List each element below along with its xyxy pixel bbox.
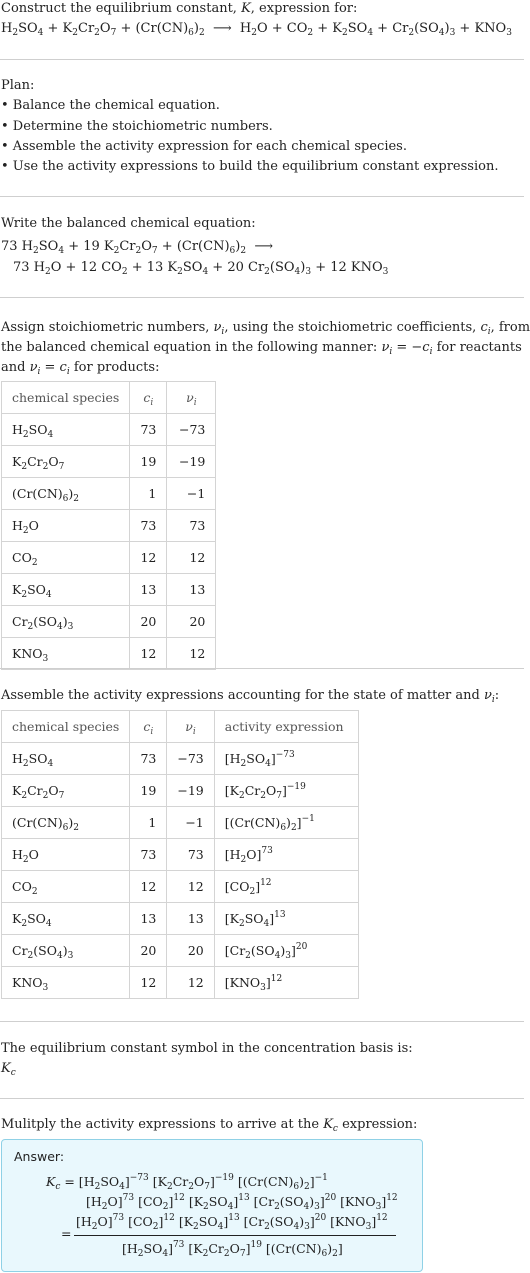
nu-cell: 13: [167, 574, 216, 606]
activity-table: [1, 710, 359, 999]
species-cell: $H_2SO_4$: [2, 743, 130, 775]
table-row: [2, 510, 216, 542]
table-row: [2, 871, 359, 903]
table-row: [2, 807, 359, 839]
table-row: [2, 903, 359, 935]
activity-cell: $[Cr_2(SO_4)_3]^{20}$: [214, 935, 358, 967]
stoich-text-1: Assign stoichiometric numbers, $\nu_i$, using the stoichiometric coefficients, $c_i$, from: [1, 320, 530, 337]
header-species: chemical species: [2, 711, 130, 743]
plan-step: • Balance the chemical equation.: [1, 98, 220, 113]
balanced-title: Write the balanced chemical equation:: [1, 216, 256, 231]
symbol-text: The equilibrium constant symbol in the concentration basis is:: [1, 1041, 413, 1056]
answer-box: [1, 1139, 423, 1272]
stoich-text-3: and $\nu_i = c_i$ for products:: [1, 360, 160, 377]
multiply-text: Mulitply the activity expressions to arrive at the $K_c$ expression:: [1, 1117, 418, 1134]
species-cell: $H_2O$: [2, 839, 130, 871]
nu-cell: −73: [167, 414, 216, 446]
c-cell: 73: [130, 839, 167, 871]
nu-cell: 12: [167, 542, 216, 574]
species-cell: $K_2Cr_2O_7$: [2, 775, 130, 807]
header-nu: $\nu_i$: [167, 382, 216, 414]
c-cell: 20: [130, 606, 167, 638]
c-cell: 73: [130, 510, 167, 542]
plan-title: Plan:: [1, 78, 35, 93]
activity-cell: $[K_2SO_4]^{13}$: [214, 903, 358, 935]
table-row: [2, 414, 216, 446]
divider: [0, 1098, 524, 1099]
species-cell: $(Cr(CN)_6)_2$: [2, 478, 130, 510]
equals-sign: =: [61, 1226, 72, 1241]
balanced-line1: 73 $H_2SO_4 + 19$ $K_2Cr_2O_7 + (Cr(CN)_6)_2$ ⟶: [1, 239, 273, 256]
table-row: [2, 478, 216, 510]
c-cell: 20: [130, 935, 167, 967]
nu-cell: −19: [167, 775, 214, 807]
divider: [0, 196, 524, 197]
stoich-text-2: the balanced chemical equation in the following manner: $\nu_i = -c_i$ for reactants: [1, 340, 522, 357]
answer-denominator: $[H_2SO_4]^{73}$ $[K_2Cr_2O_7]^{19}$ $[(Cr(CN)_6)_2]$: [122, 1240, 343, 1259]
table-row: [2, 446, 216, 478]
nu-cell: 13: [167, 903, 214, 935]
species-cell: $H_2SO_4$: [2, 414, 130, 446]
nu-cell: 12: [167, 638, 216, 670]
nu-cell: 73: [167, 839, 214, 871]
species-cell: $K_2Cr_2O_7$: [2, 446, 130, 478]
c-cell: 12: [130, 871, 167, 903]
c-cell: 13: [130, 903, 167, 935]
c-cell: 12: [130, 542, 167, 574]
symbol-value: $K_c$: [1, 1061, 16, 1078]
nu-cell: 20: [167, 935, 214, 967]
nu-cell: −19: [167, 446, 216, 478]
intro-text: Construct the equilibrium constant, K, expression for:: [1, 1, 358, 16]
divider: [0, 297, 524, 298]
species-cell: $H_2O$: [2, 510, 130, 542]
c-cell: 1: [130, 807, 167, 839]
table-row: [2, 638, 216, 670]
divider: [0, 1021, 524, 1022]
header-species: chemical species: [2, 382, 130, 414]
activity-cell: $[K_2Cr_2O_7]^{-19}$: [214, 775, 358, 807]
c-cell: 1: [130, 478, 167, 510]
header-nu: $\nu_i$: [167, 711, 214, 743]
c-cell: 12: [130, 967, 167, 999]
table-row: [2, 775, 359, 807]
plan-step: • Determine the stoichiometric numbers.: [1, 119, 273, 134]
c-cell: 13: [130, 574, 167, 606]
nu-cell: 73: [167, 510, 216, 542]
c-cell: 19: [130, 446, 167, 478]
c-cell: 73: [130, 743, 167, 775]
species-cell: $K_2SO_4$: [2, 574, 130, 606]
nu-cell: 12: [167, 871, 214, 903]
answer-label: Answer:: [14, 1149, 65, 1164]
fraction-bar: [74, 1235, 396, 1236]
table-row: [2, 935, 359, 967]
balanced-line2: 73 $H_2O + 12$ $CO_2 + 13$ $K_2SO_4 + 20$ $Cr_2(SO_4)_3 + 12$ $KNO_3$: [13, 260, 389, 277]
nu-cell: 12: [167, 967, 214, 999]
divider: [0, 668, 524, 669]
table-row: [2, 967, 359, 999]
activity-cell: $[H_2SO_4]^{-73}$: [214, 743, 358, 775]
answer-line1: $K_c = [H_2SO_4]^{-73}$ $[K_2Cr_2O_7]^{-19}$ $[(Cr(CN)_6)_2]^{-1}$: [46, 1173, 328, 1192]
nu-cell: −73: [167, 743, 214, 775]
table-row: [2, 743, 359, 775]
c-cell: 19: [130, 775, 167, 807]
divider: [0, 59, 524, 60]
c-cell: 12: [130, 638, 167, 670]
species-cell: $K_2SO_4$: [2, 903, 130, 935]
nu-cell: −1: [167, 478, 216, 510]
activity-cell: $[CO_2]^{12}$: [214, 871, 358, 903]
species-cell: $KNO_3$: [2, 967, 130, 999]
intro-line: [1, 0, 357, 18]
intro-reaction: $H_2SO_4 + K_2Cr_2O_7 + (Cr(CN)_6)_2$ ⟶ $H_2O + CO_2 + K_2SO_4 + Cr_2(SO_4)_3 + KNO_3$: [1, 21, 512, 38]
species-cell: $Cr_2(SO_4)_3$: [2, 606, 130, 638]
species-cell: $KNO_3$: [2, 638, 130, 670]
header-c: $c_i$: [130, 382, 167, 414]
species-cell: $(Cr(CN)_6)_2$: [2, 807, 130, 839]
activity-text: Assemble the activity expressions accounting for the state of matter and $\nu_i$:: [1, 688, 500, 705]
species-cell: $CO_2$: [2, 542, 130, 574]
header-c: $c_i$: [130, 711, 167, 743]
activity-cell: $[(Cr(CN)_6)_2]^{-1}$: [214, 807, 358, 839]
nu-cell: −1: [167, 807, 214, 839]
c-cell: 73: [130, 414, 167, 446]
table-header-row: [2, 711, 359, 743]
nu-cell: 20: [167, 606, 216, 638]
table-row: [2, 839, 359, 871]
table-row: [2, 574, 216, 606]
species-cell: $Cr_2(SO_4)_3$: [2, 935, 130, 967]
answer-numerator: $[H_2O]^{73}$ $[CO_2]^{12}$ $[K_2SO_4]^{13}$ $[Cr_2(SO_4)_3]^{20}$ $[KNO_3]^{12}$: [76, 1213, 388, 1232]
activity-cell: $[KNO_3]^{12}$: [214, 967, 358, 999]
table-header-row: [2, 382, 216, 414]
species-cell: $CO_2$: [2, 871, 130, 903]
table-row: [2, 542, 216, 574]
plan-step: • Use the activity expressions to build the equilibrium constant expression.: [1, 159, 499, 174]
activity-cell: $[H_2O]^{73}$: [214, 839, 358, 871]
stoich-table: [1, 381, 216, 670]
answer-line2: $[H_2O]^{73}$ $[CO_2]^{12}$ $[K_2SO_4]^{13}$ $[Cr_2(SO_4)_3]^{20}$ $[KNO_3]^{12}$: [86, 1193, 398, 1212]
header-activity: activity expression: [214, 711, 358, 743]
plan-step: • Assemble the activity expression for each chemical species.: [1, 139, 407, 154]
table-row: [2, 606, 216, 638]
